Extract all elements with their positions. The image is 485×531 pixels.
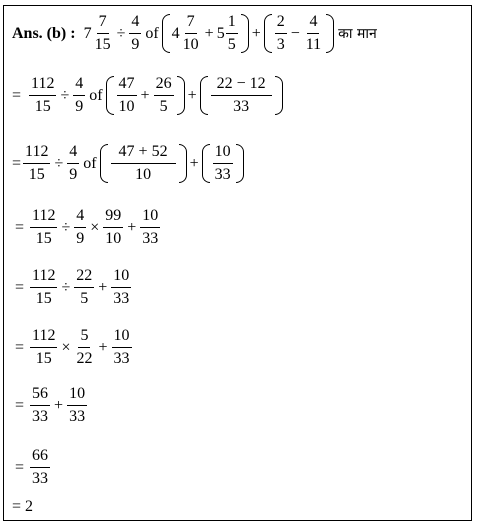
step-line-5 (12, 268, 132, 307)
fraction (111, 144, 176, 183)
paren-group (106, 76, 185, 115)
numerator: 26 (154, 76, 174, 96)
divide-sign: ÷ (54, 154, 64, 172)
step-line-7 (12, 386, 88, 425)
of-word: of (83, 154, 97, 172)
denominator: 15 (35, 350, 52, 367)
denominator: 10 (105, 230, 122, 247)
equals-sign: = (15, 338, 25, 356)
numerator: 112 (30, 328, 57, 348)
numerator: 112 (29, 76, 56, 96)
numerator: 10 (111, 268, 131, 288)
fraction (140, 208, 160, 247)
numerator: 4 (67, 144, 79, 164)
numerator: 10 (213, 144, 233, 164)
fraction (67, 144, 79, 183)
numerator: 47 (117, 76, 137, 96)
equals-sign: = (15, 278, 25, 296)
fraction (213, 144, 233, 183)
plus-sign: + (204, 24, 214, 42)
of-word: of (89, 86, 103, 104)
fraction (23, 144, 50, 183)
denominator: 33 (32, 408, 49, 425)
denominator: 15 (35, 230, 52, 247)
times-sign: × (61, 338, 71, 356)
numerator: 7 (97, 14, 109, 34)
denominator: 3 (276, 36, 285, 53)
numerator: 22 − 12 (211, 76, 272, 96)
fraction (129, 14, 141, 53)
fraction (154, 76, 174, 115)
plus-sign: + (187, 86, 197, 104)
numerator: 22 (74, 268, 94, 288)
plus-sign: + (127, 218, 137, 236)
denominator: 33 (142, 230, 159, 247)
step-line-8 (12, 448, 51, 487)
paren-group (162, 14, 249, 53)
fraction (211, 76, 272, 115)
fraction (181, 14, 201, 53)
plus-sign: + (140, 86, 150, 104)
denominator: 15 (34, 98, 51, 115)
numerator: 112 (30, 208, 57, 228)
paren-group (200, 76, 283, 115)
step-line-4 (12, 208, 161, 247)
equals-sign: = (15, 218, 25, 236)
equals-sign: = (15, 396, 25, 414)
solution-box (3, 5, 472, 521)
fraction (117, 76, 137, 115)
denominator: 22 (76, 350, 93, 367)
question-line (12, 14, 377, 53)
fraction (304, 14, 323, 53)
denominator: 9 (75, 98, 84, 115)
numerator: 99 (103, 208, 123, 228)
numerator: 4 (73, 76, 85, 96)
fraction (103, 208, 123, 247)
denominator: 33 (233, 98, 250, 115)
fraction (30, 386, 50, 425)
divide-sign: ÷ (61, 278, 71, 296)
numerator: 112 (30, 268, 57, 288)
fraction (226, 14, 238, 53)
plus-sign: + (189, 154, 199, 172)
divide-sign: ÷ (61, 218, 71, 236)
fraction (74, 268, 94, 307)
whole: 5 (216, 24, 225, 42)
denominator: 5 (227, 36, 236, 53)
fraction (74, 328, 94, 367)
fraction (73, 76, 85, 115)
paren-group (264, 14, 334, 53)
step-line-2 (12, 76, 283, 115)
denominator: 5 (80, 290, 89, 307)
fraction (67, 386, 87, 425)
denominator: 10 (182, 36, 199, 53)
equals-sign: = (12, 154, 22, 172)
minus-sign: − (290, 24, 300, 42)
fraction (111, 268, 131, 307)
times-sign: × (90, 218, 100, 236)
divide-sign: ÷ (60, 86, 70, 104)
denominator: 9 (131, 36, 140, 53)
fraction (93, 14, 113, 53)
fraction (74, 208, 86, 247)
denominator: 15 (35, 290, 52, 307)
fraction (30, 208, 57, 247)
denominator: 10 (118, 98, 135, 115)
denominator: 33 (32, 470, 49, 487)
denominator: 33 (113, 290, 130, 307)
numerator: 1 (226, 14, 238, 34)
divide-sign: ÷ (116, 24, 126, 42)
whole: 7 (83, 24, 92, 42)
denominator: 5 (159, 98, 168, 115)
fraction (30, 448, 50, 487)
numerator: 4 (74, 208, 86, 228)
numerator: 112 (23, 144, 50, 164)
of-word: of (145, 24, 159, 42)
final-answer: 2 (25, 498, 34, 515)
plus-sign: + (251, 24, 261, 42)
equals-sign: = (12, 498, 22, 515)
denominator: 10 (135, 166, 152, 183)
numerator: 10 (140, 208, 160, 228)
hindi-suffix: का मान (338, 26, 377, 42)
numerator: 4 (307, 14, 319, 34)
denominator: 33 (214, 166, 231, 183)
denominator: 11 (305, 36, 322, 53)
fraction (29, 76, 56, 115)
numerator: 4 (129, 14, 141, 34)
numerator: 47 + 52 (111, 144, 176, 164)
fraction (275, 14, 287, 53)
numerator: 5 (78, 328, 90, 348)
final-answer-line (12, 498, 33, 516)
numerator: 10 (112, 328, 132, 348)
denominator: 15 (94, 36, 111, 53)
numerator: 10 (67, 386, 87, 406)
fraction (30, 328, 57, 367)
denominator: 33 (69, 408, 86, 425)
step-line-3 (12, 144, 244, 183)
denominator: 15 (28, 166, 45, 183)
denominator: 9 (76, 230, 85, 247)
fraction (112, 328, 132, 367)
answer-label: Ans. (b) : (12, 24, 76, 42)
denominator: 33 (113, 350, 130, 367)
whole: 4 (171, 24, 180, 42)
numerator: 7 (185, 14, 197, 34)
plus-sign: + (54, 396, 64, 414)
equals-sign: = (12, 86, 22, 104)
numerator: 66 (30, 448, 50, 468)
numerator: 2 (275, 14, 287, 34)
paren-group (100, 144, 187, 183)
plus-sign: + (98, 338, 108, 356)
mixed-number (84, 14, 114, 53)
step-line-6 (12, 328, 133, 367)
fraction (30, 268, 57, 307)
denominator: 9 (69, 166, 78, 183)
equals-sign: = (15, 458, 25, 476)
paren-group (202, 144, 244, 183)
numerator: 56 (30, 386, 50, 406)
plus-sign: + (98, 278, 108, 296)
